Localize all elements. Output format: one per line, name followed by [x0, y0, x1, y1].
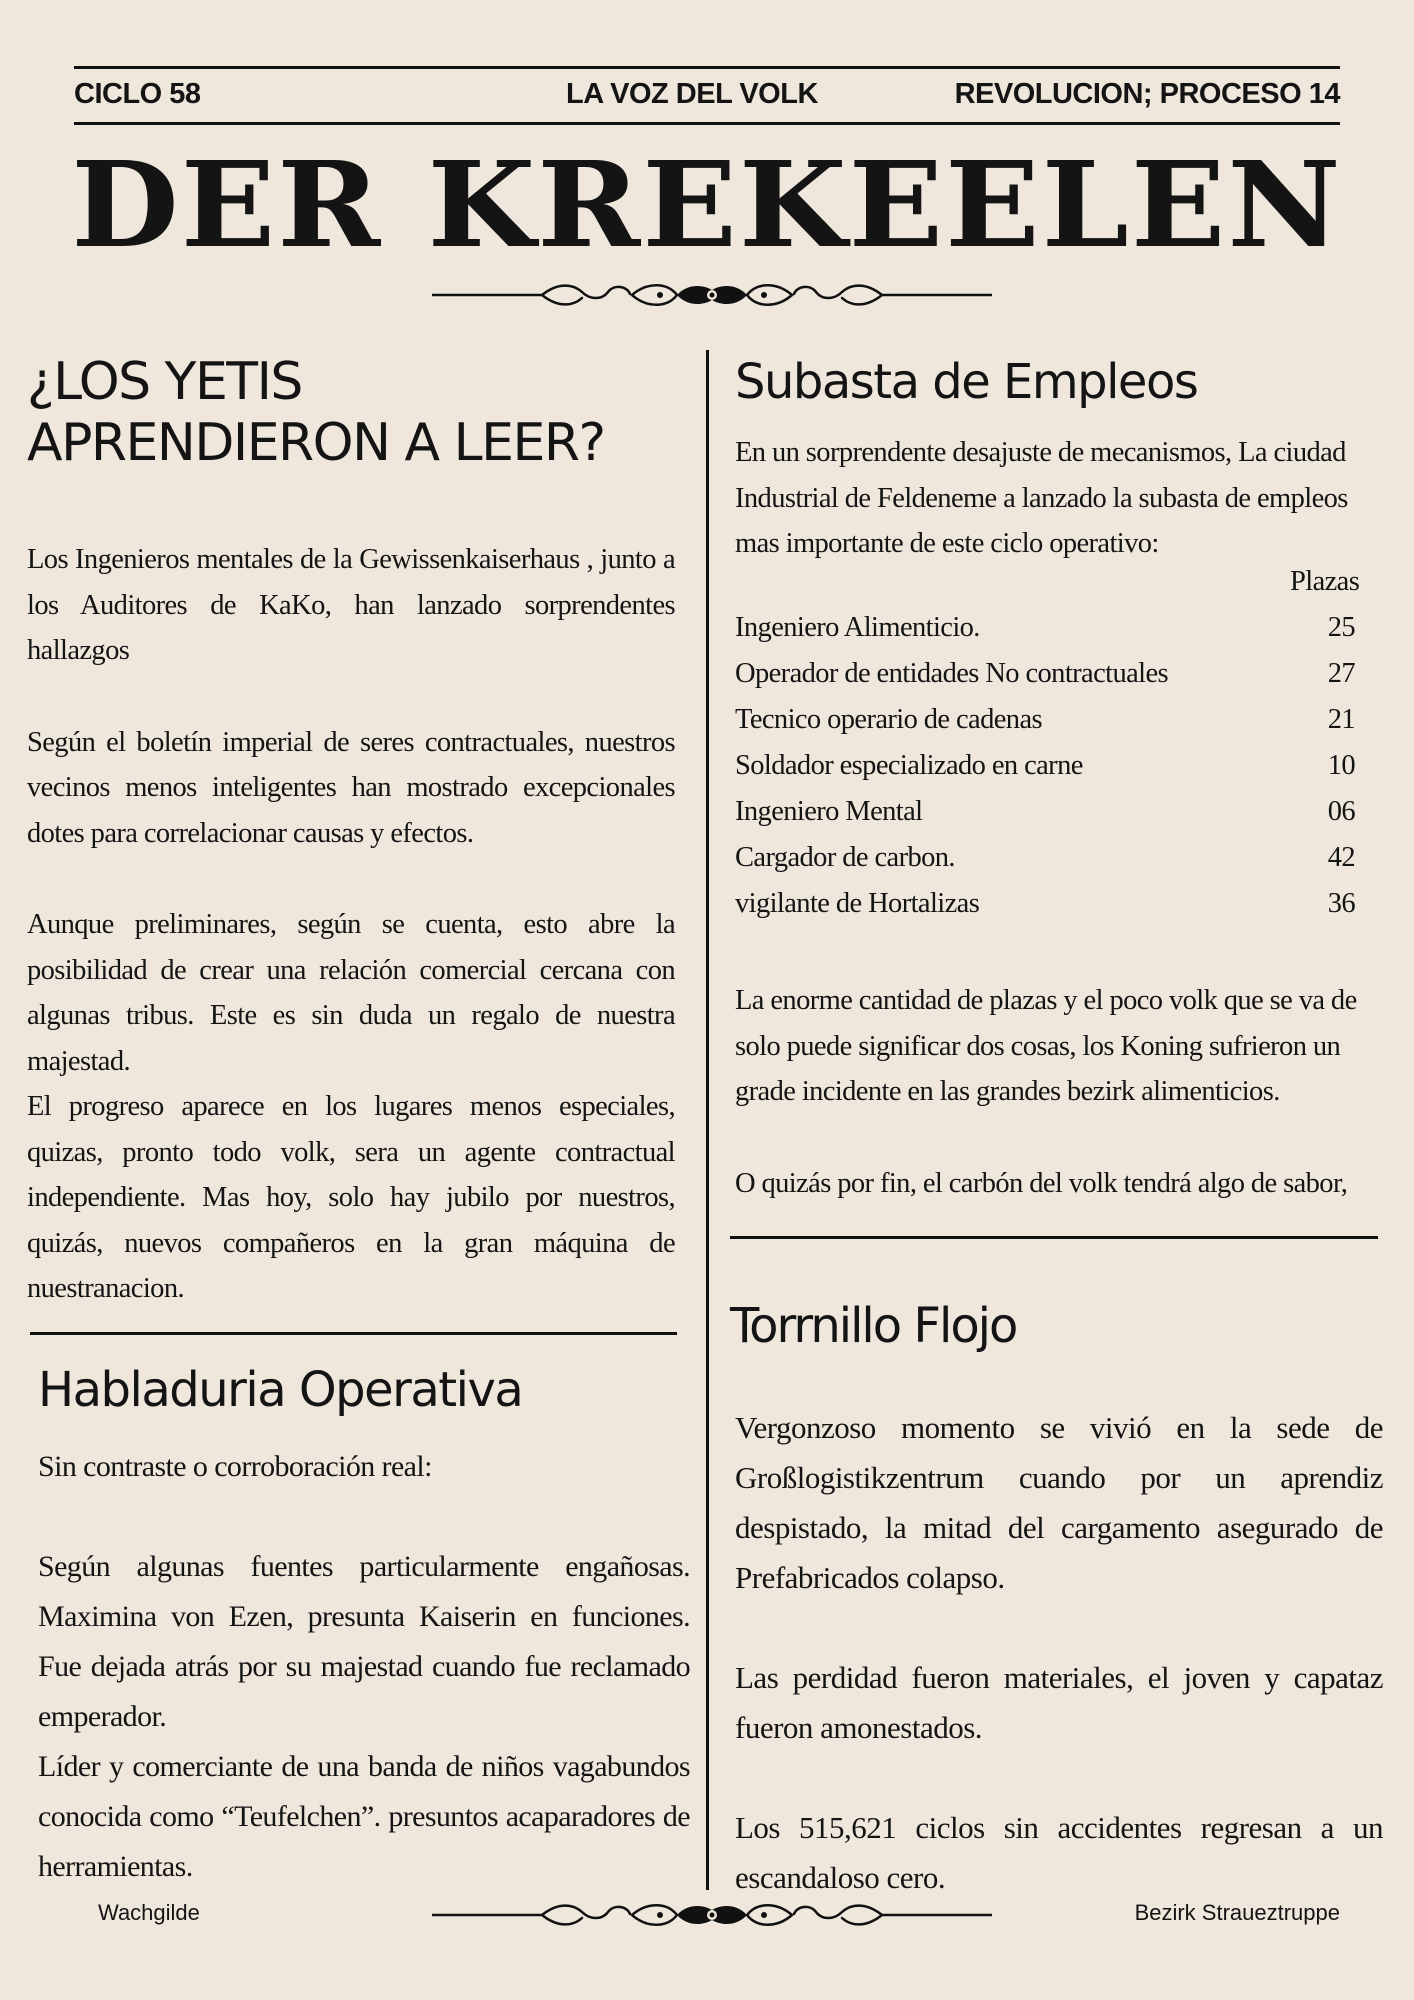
jobs-table — [735, 612, 1375, 934]
job-plazas: 27 — [1327, 658, 1355, 689]
article-habladuria-p2: Según algunas fuentes particularmente engañosas. Maximina von Ezen, presunta Kaiserin en funciones. Fue dejada atrás por su majestad cuando fue reclamado emperador. — [38, 1550, 690, 1733]
table-row — [735, 704, 1375, 750]
job-name: Ingeniero Alimenticio. — [735, 612, 980, 643]
article-yetis-p4: El progreso aparece en los lugares menos especiales, quizas, pronto todo volk, sera un agente contractual independiente. Mas hoy, solo hay jubilo por nuestros, quizás, nuevos compañeros en la gran máquina de nuestranacion. — [27, 1091, 675, 1304]
article-tornillo-body — [735, 1403, 1383, 1903]
job-name: Tecnico operario de cadenas — [735, 704, 1042, 735]
header-cycle: CICLO 58 — [74, 78, 201, 110]
article-subasta-intro — [735, 430, 1385, 567]
header-bar — [74, 66, 1340, 124]
article-tornillo-p3: Los 515,621 ciclos sin accidentes regresan a un escandaloso cero. — [735, 1810, 1383, 1895]
job-name: Ingeniero Mental — [735, 796, 923, 827]
job-name: vigilante de Hortalizas — [735, 888, 980, 919]
left-section-rule — [30, 1332, 677, 1335]
header-slogan: LA VOZ DEL VOLK — [566, 78, 818, 110]
article-habladuria-body — [38, 1442, 690, 1892]
article-subasta-body — [735, 978, 1385, 1206]
article-yetis-p2: Según el boletín imperial de seres contractuales, nuestros vecinos menos inteligentes han mostrado excepcionales dotes para correlacionar causas y efectos. — [27, 726, 675, 849]
article-yetis-title-line1: ¿LOS YETIS — [27, 352, 302, 412]
job-plazas: 10 — [1327, 750, 1355, 781]
article-habladuria — [38, 1360, 693, 1420]
table-row — [735, 658, 1375, 704]
article-habladuria-p3: Líder y comerciante de una banda de niños vagabundos conocida como “Teufelchen”. presuntos acaparadores de herramientas. — [38, 1750, 690, 1883]
article-yetis-title — [27, 352, 687, 474]
job-name: Soldador especializado en carne — [735, 750, 1083, 781]
ornament-divider-icon — [432, 1898, 992, 1932]
article-subasta-title: Subasta de Empleos — [735, 354, 1198, 410]
job-plazas: 06 — [1327, 796, 1355, 827]
article-yetis-title-line2: APRENDIERON A LEER? — [27, 413, 605, 473]
article-yetis-body — [27, 537, 675, 1312]
article-subasta-p3: O quizás por fin, el carbón del volk tendrá algo de sabor, — [735, 1167, 1348, 1199]
right-section-rule — [730, 1236, 1378, 1239]
footer-left: Wachgilde — [98, 1900, 200, 1925]
table-row — [735, 612, 1375, 658]
article-subasta-intro-text: En un sorprendente desajuste de mecanismos, La ciudad Industrial de Feldeneme a lanzado la subasta de empleos mas importante de este ciclo operativo: — [735, 437, 1348, 559]
article-yetis-p3: Aunque preliminares, según se cuenta, esto abre la posibilidad de crear una relación comercial cercana con algunas tribus. Este es sin duda un regalo de nuestra majestad. — [27, 909, 675, 1077]
ornament-divider-icon — [432, 278, 992, 312]
job-name: Operador de entidades No contractuales — [735, 658, 1169, 689]
header-rule — [74, 122, 1340, 125]
jobs-table-header: Plazas — [1290, 566, 1360, 597]
column-divider — [706, 350, 709, 1890]
article-habladuria-title: Habladuria Operativa — [38, 1362, 523, 1418]
article-tornillo — [730, 1296, 1385, 1356]
newspaper-title: DER KREKEELEN — [71, 136, 1343, 275]
table-row — [735, 888, 1375, 934]
article-subasta-p2: La enorme cantidad de plazas y el poco volk que se va de solo puede significar dos cosas, los Koning sufrieron un grade incidente en las grandes bezirk alimenticios. — [735, 985, 1357, 1107]
job-plazas: 42 — [1327, 842, 1355, 873]
article-tornillo-p2: Las perdidad fueron materiales, el joven y capataz fueron amonestados. — [735, 1660, 1383, 1745]
footer-right: Bezirk Straueztruppe — [1134, 1900, 1340, 1925]
job-plazas: 36 — [1327, 888, 1355, 919]
table-row — [735, 842, 1375, 888]
article-tornillo-title: Torrnillo Flojo — [730, 1298, 1017, 1354]
article-habladuria-p1: Sin contraste o corroboración real: — [38, 1450, 432, 1483]
job-name: Cargador de carbon. — [735, 842, 955, 873]
article-yetis-p1: Los Ingenieros mentales de la Gewissenkaiserhaus , junto a los Auditores de KaKo, han lanzado sorprendentes hallazgos — [27, 544, 675, 666]
table-row — [735, 796, 1375, 842]
article-tornillo-p1: Vergonzoso momento se vivió en la sede de Großlogistikzentrum cuando por un aprendiz despistado, la mitad del cargamento asegurado de Prefabricados colapso. — [735, 1410, 1383, 1595]
job-plazas: 21 — [1327, 704, 1355, 735]
table-row — [735, 750, 1375, 796]
article-yetis — [27, 352, 687, 474]
article-subasta — [735, 352, 1385, 412]
job-plazas: 25 — [1327, 612, 1355, 643]
header-issue: REVOLUCION; PROCESO 14 — [954, 78, 1340, 110]
